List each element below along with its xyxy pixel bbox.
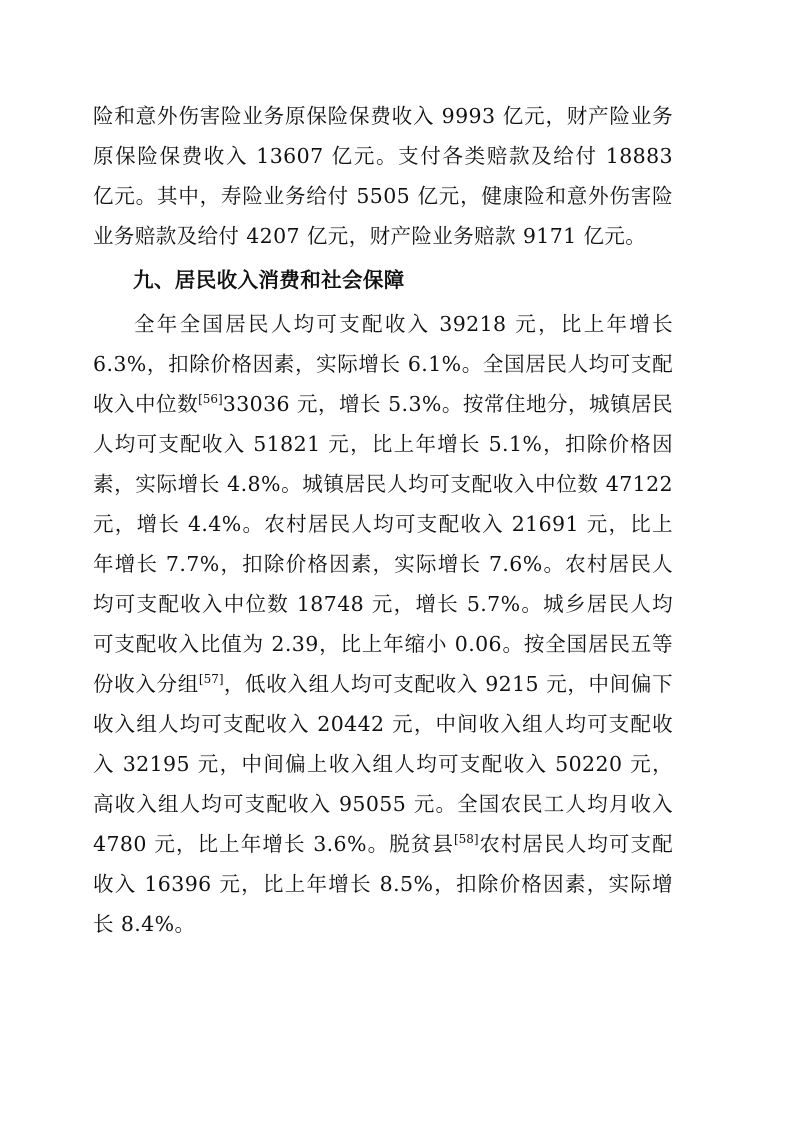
section-heading: 九、居民收入消费和社会保障 xyxy=(133,268,405,292)
footnote-ref-58[interactable]: [58] xyxy=(453,832,479,847)
paragraph-text-segment: ，低收入组人均可支配收入 9215 元，中间偏下收入组人均可支配收入 20442 元，中间收入组人均可支配收入 32195 元，中间偏上收入组人均可支配收入 50220 元，高收入组人均可支配收入 95055 元。全国农民工人均月收入 4780 元，比上年增长 3.6%。脱贫县 xyxy=(93,672,674,856)
paragraph-text-segment: 农村居民人均可支配收入 16396 元，比上年增长 8.5%，扣除价格因素，实际增长 8.4%。 xyxy=(93,832,673,936)
footnote-ref-56[interactable]: [56] xyxy=(198,392,223,407)
paragraph-income-consumption xyxy=(93,304,673,944)
paragraph-insurance-continued: 险和意外伤害险业务原保险保费收入 9993 亿元，财产险业务原保险保费收入 13607 亿元。支付各类赔款及给付 18883 亿元。其中，寿险业务给付 5505 亿元，健康险和意外伤害险业务赔款及给付 4207 亿元，财产险业务赔款 9171 亿元。 xyxy=(93,104,673,248)
paragraph-text-segment: 33036 元，增长 5.3%。按常住地分，城镇居民人均可支配收入 51821 元，比上年增长 5.1%，扣除价格因素，实际增长 4.8%。城镇居民人均可支配收入中位数 47122 元，增长 4.4%。农村居民人均可支配收入 21691 元，比上年增长 7.7%，扣除价格因素，实际增长 7.6%。农村居民人均可支配收入中位数 18748 元，增长 5.7%。城乡居民人均可支配收入比值为 2.39，比上年缩小 0.06。按全国居民五等份收入分组 xyxy=(93,392,674,696)
paragraph-text-segment: 全年全国居民人均可支配收入 39218 元，比上年增长 6.3%，扣除价格因素，实际增长 6.1%。全国居民人均可支配收入中位数 xyxy=(93,312,673,416)
footnote-ref-57[interactable]: [57] xyxy=(198,672,224,687)
